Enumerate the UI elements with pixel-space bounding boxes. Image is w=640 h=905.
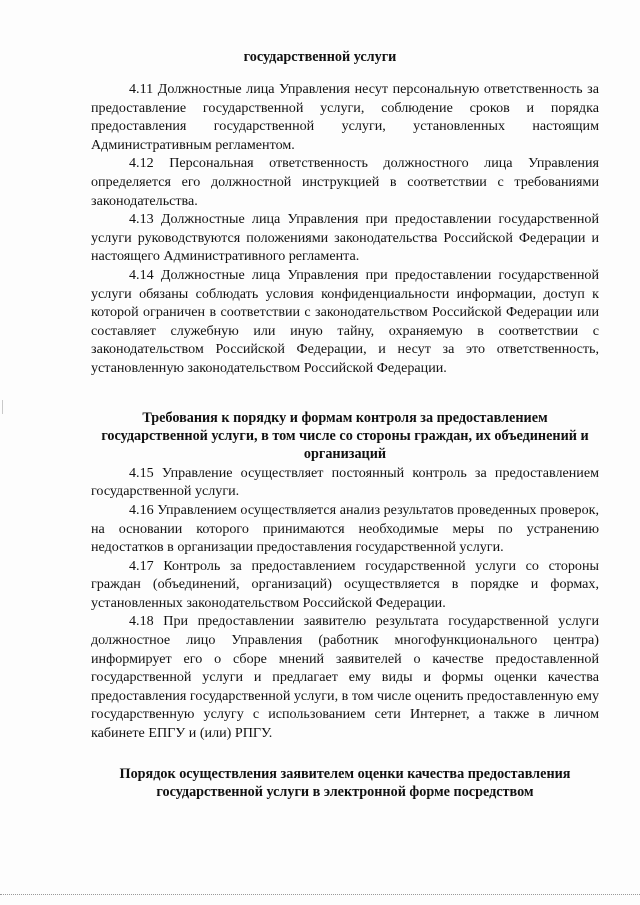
paragraph-4-11: 4.11 Должностные лица Управления несут персональную ответственность за предоставление государственной услуги, соблюдение сроков и порядка предоставления государственной услуги, установленных настоящим Административным регламентом. xyxy=(91,81,599,153)
document-body xyxy=(91,80,599,801)
spacer xyxy=(91,378,599,409)
paragraph-4-16: 4.16 Управлением осуществляется анализ результатов проведенных проверок, на основании которого принимаются необходимые меры по устранению недостатков в организации предоставления государственной услуги. xyxy=(91,501,599,556)
paragraph-4-13: 4.13 Должностные лица Управления при предоставлении государственной услуги руководствуются положениями законодательства Российской Федерации и настоящего Административного регламента. xyxy=(91,211,599,265)
spacer xyxy=(91,743,599,765)
section-heading-control: Требования к порядку и формам контроля за предоставлением государственной услуги, в том числе со стороны граждан, их объединений и организаций xyxy=(101,409,589,463)
paragraph-4-12: 4.12 Персональная ответственность должностного лица Управления определяется его должностной инструкцией в соответствии с требованиями законодательства. xyxy=(91,155,599,209)
paragraph-4-17: 4.17 Контроль за предоставлением государственной услуги со стороны граждан (объединений, организаций) осуществляется в порядке и формах, установленных законодательством Российской Федерации. xyxy=(91,557,599,611)
paragraph-4-14: 4.14 Должностные лица Управления при предоставлении государственной услуги обязаны соблюдать условия конфиденциальности информации, доступ к которой ограничен в соответствии с законодательством Российской Федерации или составляет служебную или иную тайну, охраняемую в соответствии с законодательством Российской Федерации, и несут за это ответственность, установленную законодательством Российской Федерации. xyxy=(91,266,599,376)
paragraph-4-18: 4.18 При предоставлении заявителю результата государственной услуги должностное лицо Управления (работник многофункционального центра) информирует его о сборе мнений заявителей о качестве предоставленной государственной услуги и предлагает ему виды и формы оценки качества предоставления государственной услуги, в том числе оценить предоставленную ему государственную услугу с использованием сети Интернет, а также в личном кабинете ЕПГУ и (или) РПГУ. xyxy=(91,613,599,742)
scan-artifact xyxy=(2,400,3,414)
page-bottom-edge xyxy=(0,894,640,895)
paragraph-4-15: 4.15 Управление осуществляет постоянный контроль за предоставлением государственной услуги. xyxy=(91,464,599,500)
section-heading-quality-assessment: Порядок осуществления заявителем оценки качества предоставления государственной услуги в электронной форме посредством xyxy=(119,765,571,801)
continued-heading: государственной услуги xyxy=(243,49,397,65)
